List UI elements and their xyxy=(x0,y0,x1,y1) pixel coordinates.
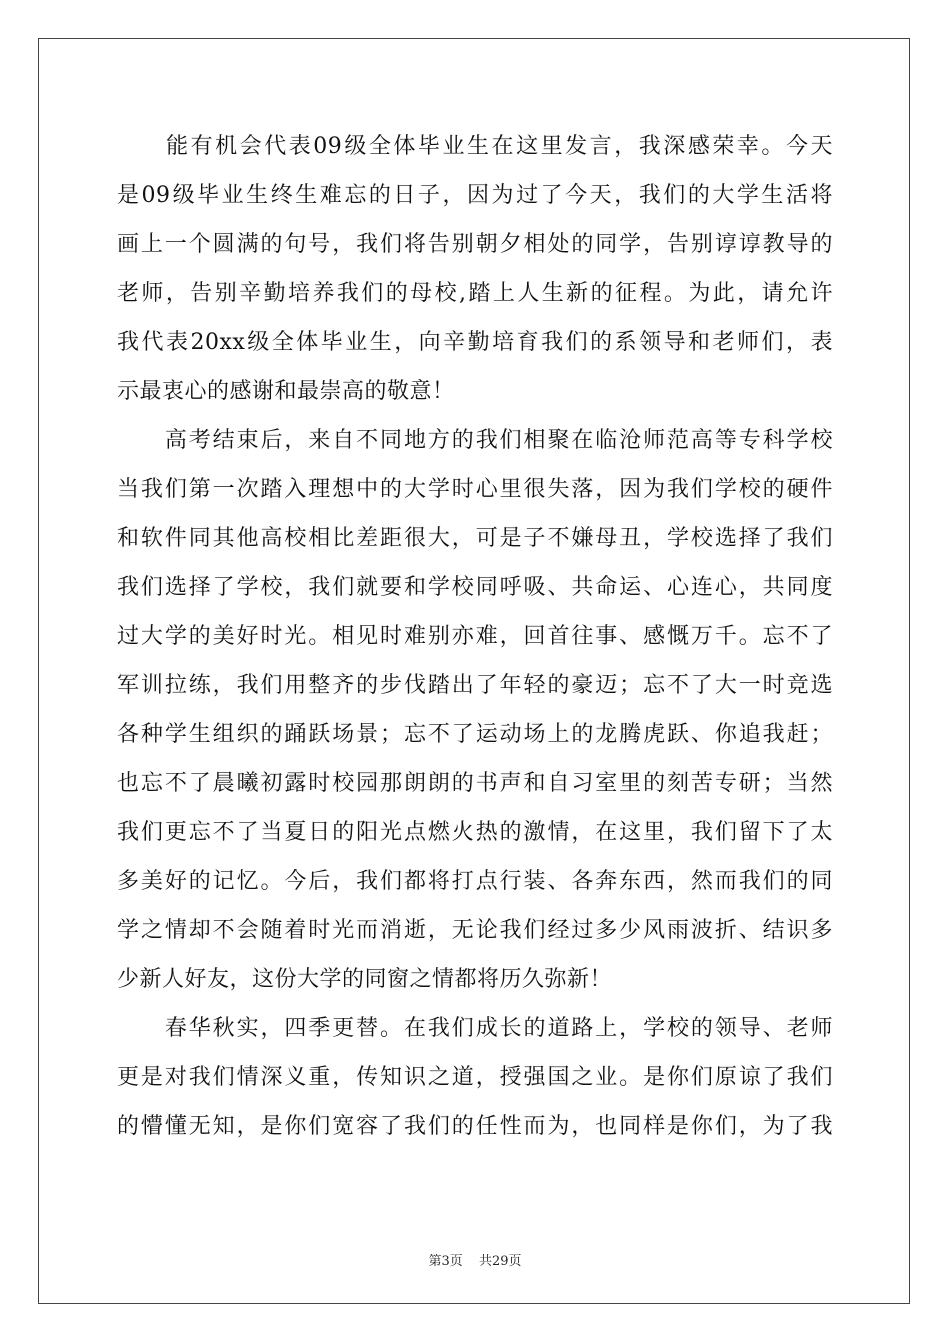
text-line: 的懵懂无知，是你们宽容了我们的任性而为，也同样是你们，为了我 xyxy=(117,1114,833,1139)
text-line: 示最衷心的感谢和最崇高的敬意！ xyxy=(117,379,455,404)
text-line: 过大学的美好时光。相见时难别亦难，回首往事、感慨万千。忘不了 xyxy=(117,624,833,649)
text-line: 少新人好友，这份大学的同窗之情都将历久弥新！ xyxy=(117,967,613,992)
page-number: 第3页 xyxy=(428,1254,463,1269)
text-line: 我们更忘不了当夏日的阳光点燃火热的激情，在这里，我们留下了太 xyxy=(117,820,833,845)
text-line: 当我们第一次踏入理想中的大学时心里很失落，因为我们学校的硬件 xyxy=(117,477,833,502)
text-line: 也忘不了晨曦初露时校园那朗朗的书声和自习室里的刻苦专研；当然 xyxy=(117,771,833,796)
text-line: 春华秋实，四季更替。在我们成长的道路上，学校的领导、老师 xyxy=(117,1016,833,1041)
text-line: 我们选择了学校，我们就要和学校同呼吸、共命运、心连心，共同度 xyxy=(117,575,833,600)
text-line: 学之情却不会随着时光而消逝，无论我们经过多少风雨波折、结识多 xyxy=(117,918,833,943)
text-line: 各种学生组织的踊跃场景；忘不了运动场上的龙腾虎跃、你追我赶； xyxy=(117,722,833,747)
text-line: 老师，告别辛勤培养我们的母校,踏上人生新的征程。为此，请允许 xyxy=(117,281,833,306)
text-line: 多美好的记忆。今后，我们都将打点行装、各奔东西，然而我们的同 xyxy=(117,869,833,894)
text-line: 画上一个圆满的句号，我们将告别朝夕相处的同学，告别谆谆教导的 xyxy=(117,232,833,257)
text-line: 高考结束后，来自不同地方的我们相聚在临沧师范高等专科学校 xyxy=(117,428,833,453)
text-line: 和软件同其他高校相比差距很大，可是子不嫌母丑，学校选择了我们 xyxy=(117,526,833,551)
page-total: 共29页 xyxy=(478,1254,522,1269)
text-line: 能有机会代表09级全体毕业生在这里发言，我深感荣幸。今天 xyxy=(117,134,833,159)
text-line: 军训拉练，我们用整齐的步伐踏出了年轻的豪迈；忘不了大一时竞选 xyxy=(117,673,833,698)
page-footer xyxy=(0,1250,950,1269)
text-line: 我代表20xx级全体毕业生，向辛勤培育我们的系领导和老师们，表 xyxy=(117,330,833,355)
text-line: 更是对我们情深义重，传知识之道，授强国之业。是你们原谅了我们 xyxy=(117,1065,833,1090)
text-line: 是09级毕业生终生难忘的日子，因为过了今天，我们的大学生活将 xyxy=(117,183,833,208)
